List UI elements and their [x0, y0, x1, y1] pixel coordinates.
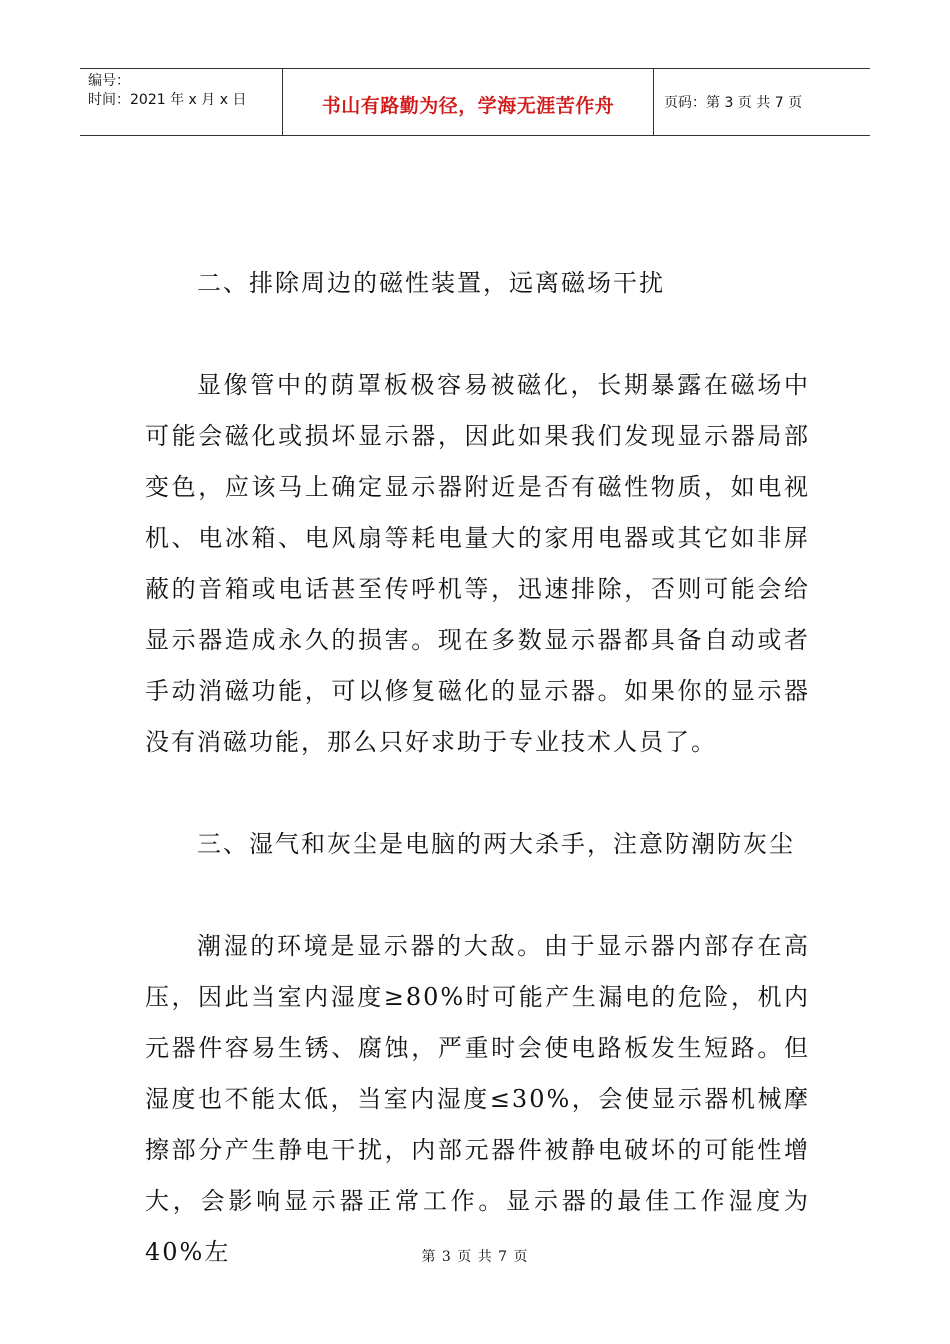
section-paragraph-2: 显像管中的荫罩板极容易被磁化，长期暴露在磁场中可能会磁化或损坏显示器，因此如果我们发现显示器局部变色，应该马上确定显示器附近是否有磁性物质，如电视机、电冰箱、电风扇等耗电量大的家用电器或其它如非屏蔽的音箱或电话甚至传呼机等，迅速排除，否则可能会给显示器造成永久的损害。现在多数显示器都具备自动或者手动消磁功能，可以修复磁化的显示器。如果你的显示器没有消磁功能，那么只好求助于专业技术人员了。 — [145, 371, 810, 756]
section-heading-2: 二、排除周边的磁性装置，远离磁场干扰 — [197, 269, 665, 297]
section-heading-3: 三、湿气和灰尘是电脑的两大杀手，注意防潮防灰尘 — [197, 830, 795, 858]
page-footer: 第 3 页 共 7 页 — [421, 1249, 529, 1265]
paragraph-gap — [145, 768, 810, 819]
document-body — [145, 258, 810, 1278]
header-page-code: 页码：第 3 页 共 7 页 — [664, 95, 803, 111]
header-page-code-cell — [654, 69, 870, 135]
document-number-label: 编号： — [88, 73, 130, 89]
document-time-label: 时间：2021 年 x 月 x 日 — [88, 92, 247, 108]
header-meta — [80, 69, 282, 135]
section-paragraph-3: 潮湿的环境是显示器的大敌。由于显示器内部存在高压，因此当室内湿度≥80%时可能产生漏电的危险，机内元器件容易生锈、腐蚀，严重时会使电路板发生短路。但湿度也不能太低，当室内湿度≤30%，会使显示器机械摩擦部分产生静电干扰，内部元器件被静电破坏的可能性增大，会影响显示器正常工作。显示器的最佳工作湿度为 40%左 — [145, 932, 810, 1266]
document-header — [80, 68, 870, 136]
header-motto: 书山有路勤为径，学海无涯苦作舟 — [321, 94, 615, 117]
paragraph-gap — [145, 309, 810, 360]
header-motto-cell — [282, 69, 654, 135]
paragraph-gap — [145, 870, 810, 921]
